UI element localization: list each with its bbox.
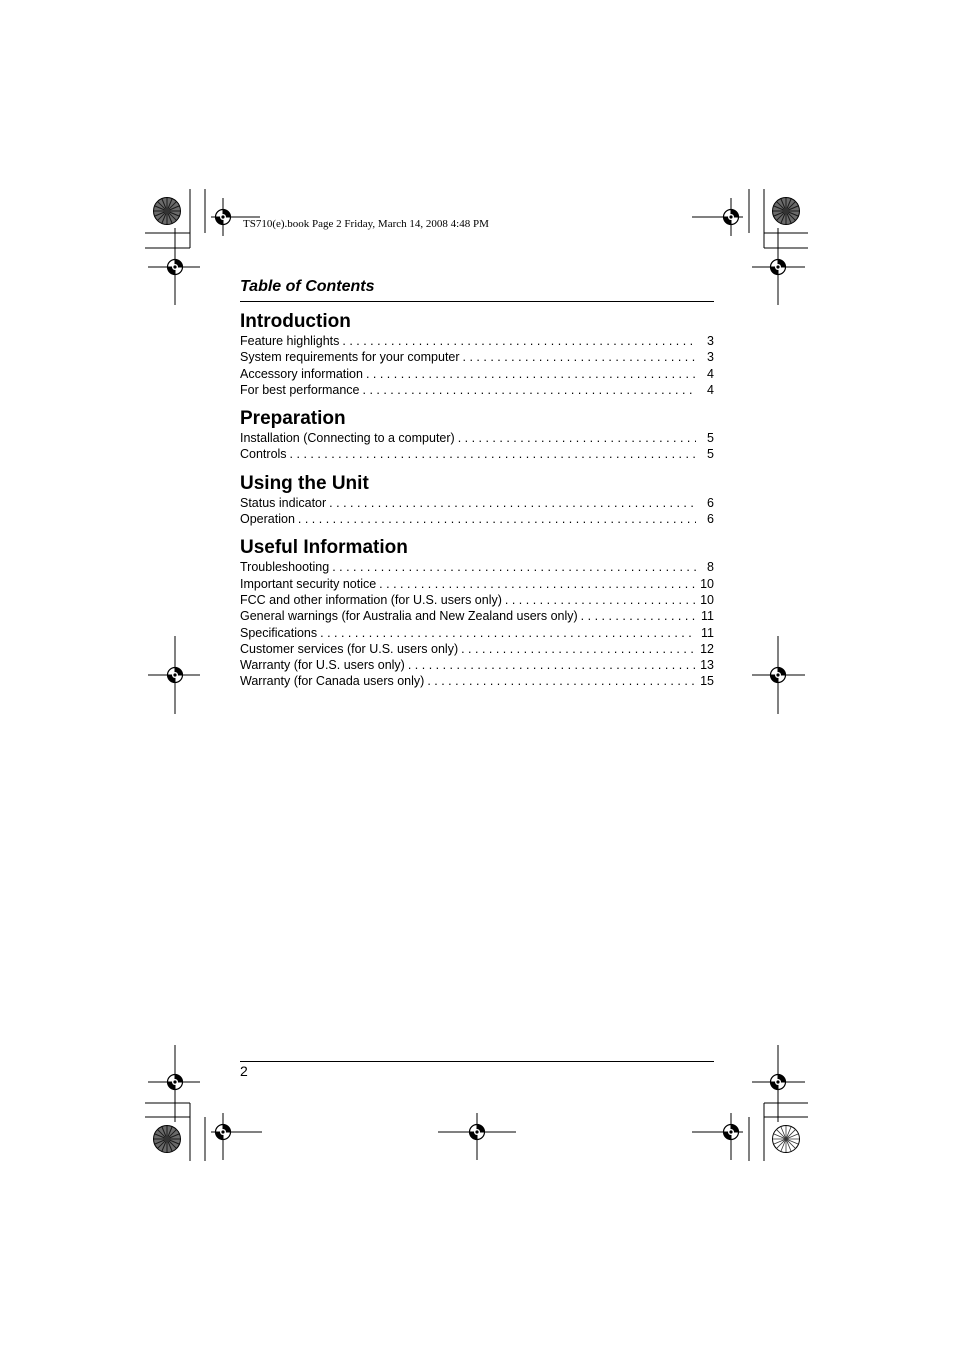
dot-leader (427, 673, 696, 689)
toc-title: Table of Contents (240, 276, 714, 302)
toc-entry-page: 5 (707, 447, 714, 462)
toc-entry[interactable] (240, 657, 714, 673)
toc-entry-title: For best performance (240, 382, 360, 397)
toc-entry[interactable] (240, 673, 714, 689)
toc-entry-page: 5 (707, 431, 714, 446)
toc-entry[interactable] (240, 559, 714, 575)
toc-entry-title: Troubleshooting (240, 560, 330, 575)
toc-entry-page: 13 (700, 658, 714, 673)
toc-entry-title: System requirements for your computer (240, 350, 460, 365)
toc-entry[interactable] (240, 592, 714, 608)
toc-entry-title: Operation (240, 512, 295, 527)
dot-leader (290, 446, 696, 462)
section-heading: Introduction (240, 311, 351, 332)
toc-entry-title: Warranty (for U.S. users only) (240, 658, 405, 673)
toc-entry-title: Warranty (for Canada users only) (240, 674, 425, 689)
dot-leader (366, 366, 696, 382)
toc-entry-page: 6 (707, 495, 714, 510)
toc-entry-list (240, 559, 714, 689)
toc-entry[interactable] (240, 446, 714, 462)
dot-leader (379, 576, 696, 592)
toc-entry-title: Specifications (240, 625, 318, 640)
dot-leader (320, 625, 696, 641)
toc-entry-page: 8 (707, 560, 714, 575)
toc-entry-page: 15 (700, 674, 714, 689)
dot-leader (363, 382, 697, 398)
dot-leader (298, 511, 696, 527)
section-heading: Useful Information (240, 537, 408, 559)
toc-entry[interactable] (240, 382, 714, 398)
toc-entry-title: Feature highlights (240, 334, 340, 348)
toc-entry-page: 10 (700, 576, 714, 591)
dot-leader (505, 592, 696, 608)
toc-entry[interactable] (240, 333, 714, 349)
toc-entry[interactable] (240, 608, 714, 624)
toc-entry-page: 11 (701, 625, 714, 640)
toc-sections (240, 311, 714, 690)
toc-entry-page: 3 (707, 334, 714, 348)
toc-section (240, 473, 714, 528)
footer-rule (240, 1061, 714, 1062)
toc-section (240, 311, 714, 398)
toc-entry-page: 6 (707, 512, 714, 527)
dot-leader (581, 608, 696, 624)
dot-leader (458, 430, 696, 446)
toc-entry-page: 10 (700, 592, 714, 607)
toc-entry-title: Status indicator (240, 495, 327, 510)
toc-entry-page: 3 (707, 350, 714, 365)
toc-entry[interactable] (240, 495, 714, 511)
toc-entry-title: General warnings (for Australia and New Zealand users only) (240, 609, 578, 624)
toc-entry[interactable] (240, 430, 714, 446)
toc-entry-page: 4 (707, 366, 714, 381)
toc-entry-list (240, 495, 714, 528)
toc-entry[interactable] (240, 576, 714, 592)
toc-entry-title: FCC and other information (for U.S. users only) (240, 592, 502, 607)
toc-entry-title: Installation (Connecting to a computer) (240, 431, 455, 446)
print-slug: TS710(e).book Page 2 Friday, March 14, 2008 4:48 PM (243, 218, 489, 230)
section-heading: Using the Unit (240, 472, 369, 494)
dot-leader (461, 641, 696, 657)
toc-entry-page: 12 (700, 641, 714, 656)
toc-entry[interactable] (240, 349, 714, 365)
page-number: 2 (240, 1063, 248, 1079)
dot-leader (408, 657, 696, 673)
toc-section (240, 408, 714, 463)
toc-entry[interactable] (240, 366, 714, 382)
table-of-contents (240, 276, 714, 690)
toc-entry-list (240, 430, 714, 463)
toc-section (240, 537, 714, 689)
toc-entry[interactable] (240, 511, 714, 527)
dot-leader (463, 349, 696, 365)
toc-entry[interactable] (240, 641, 714, 657)
dot-leader (342, 333, 696, 349)
toc-entry-list (240, 333, 714, 398)
toc-entry-page: 4 (707, 382, 714, 397)
toc-entry-title: Customer services (for U.S. users only) (240, 641, 459, 656)
toc-entry-page: 11 (701, 609, 714, 624)
toc-entry-title: Important security notice (240, 576, 377, 591)
toc-entry[interactable] (240, 625, 714, 641)
section-heading: Preparation (240, 408, 346, 430)
toc-entry-title: Controls (240, 447, 287, 462)
toc-entry-title: Accessory information (240, 366, 363, 381)
dot-leader (332, 559, 696, 575)
dot-leader (329, 495, 696, 511)
